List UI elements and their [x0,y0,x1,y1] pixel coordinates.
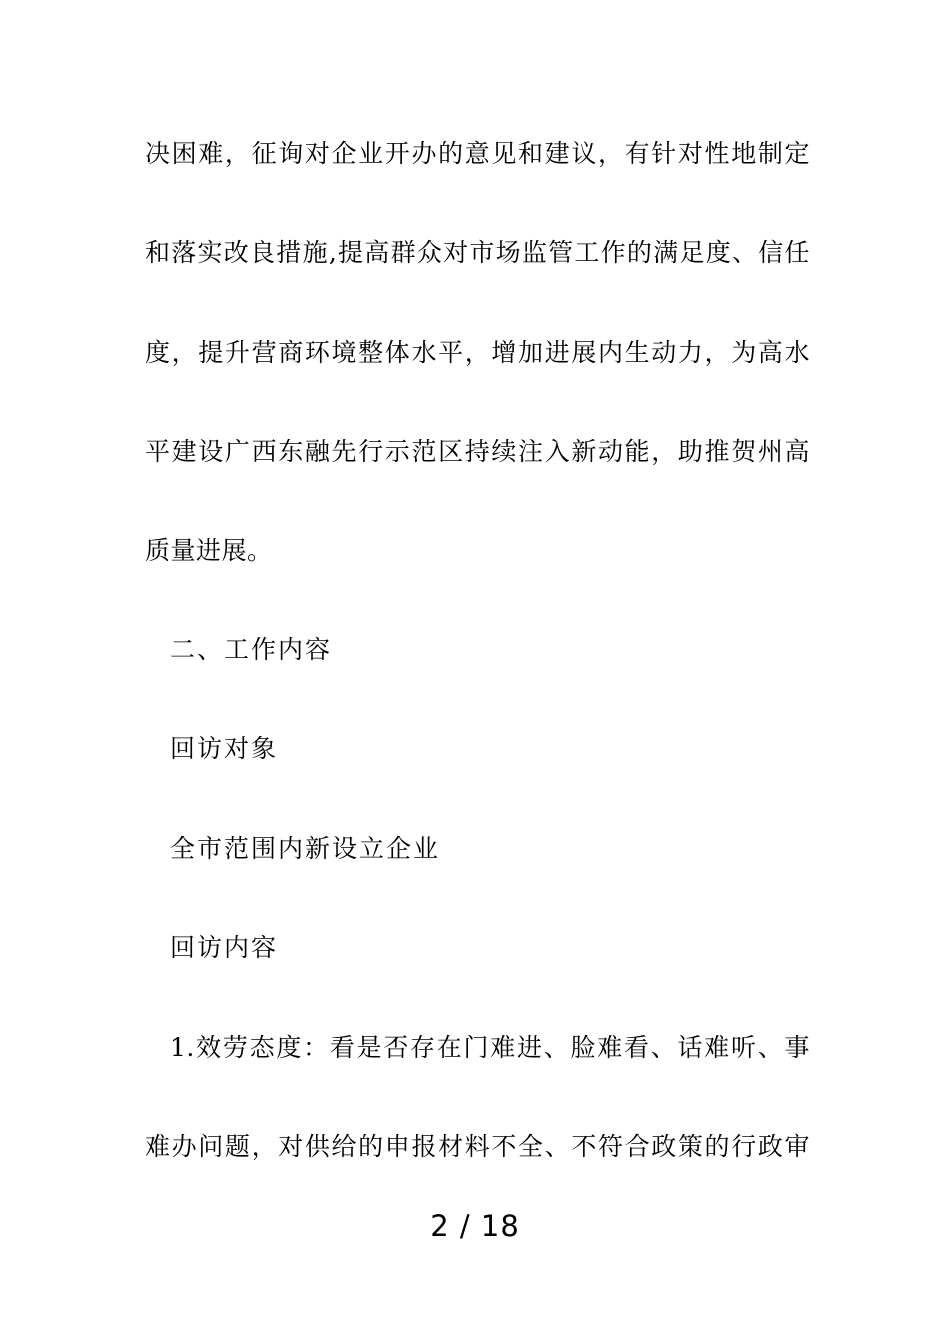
subheading-visit-content: 回访内容 [170,933,279,962]
subheading-visit-target: 回访对象 [170,734,279,763]
paragraph-line-2: 和落实改良措施,提高群众对市场监管工作的满足度、信任 [145,238,810,267]
paragraph-line-5: 质量进展。 [145,536,273,565]
item-1-line-1: 1.效劳态度：看是否存在门难进、脸难看、话难听、事 [170,1033,810,1062]
paragraph-line-4: 平建设广西东融先行示范区持续注入新动能，助推贺州高 [145,437,810,466]
paragraph-line-1: 决困难，征询对企业开办的意见和建议，有针对性地制定 [145,139,810,168]
item-1-line-2: 难办问题，对供给的申报材料不全、不符合政策的行政审 [145,1132,810,1161]
visit-target-body: 全市范围内新设立企业 [170,834,441,863]
section-heading: 二、工作内容 [170,635,333,664]
paragraph-line-3: 度，提升营商环境整体水平，增加进展内生动力，为高水 [145,338,810,367]
page-number: 2 / 18 [430,1209,520,1243]
